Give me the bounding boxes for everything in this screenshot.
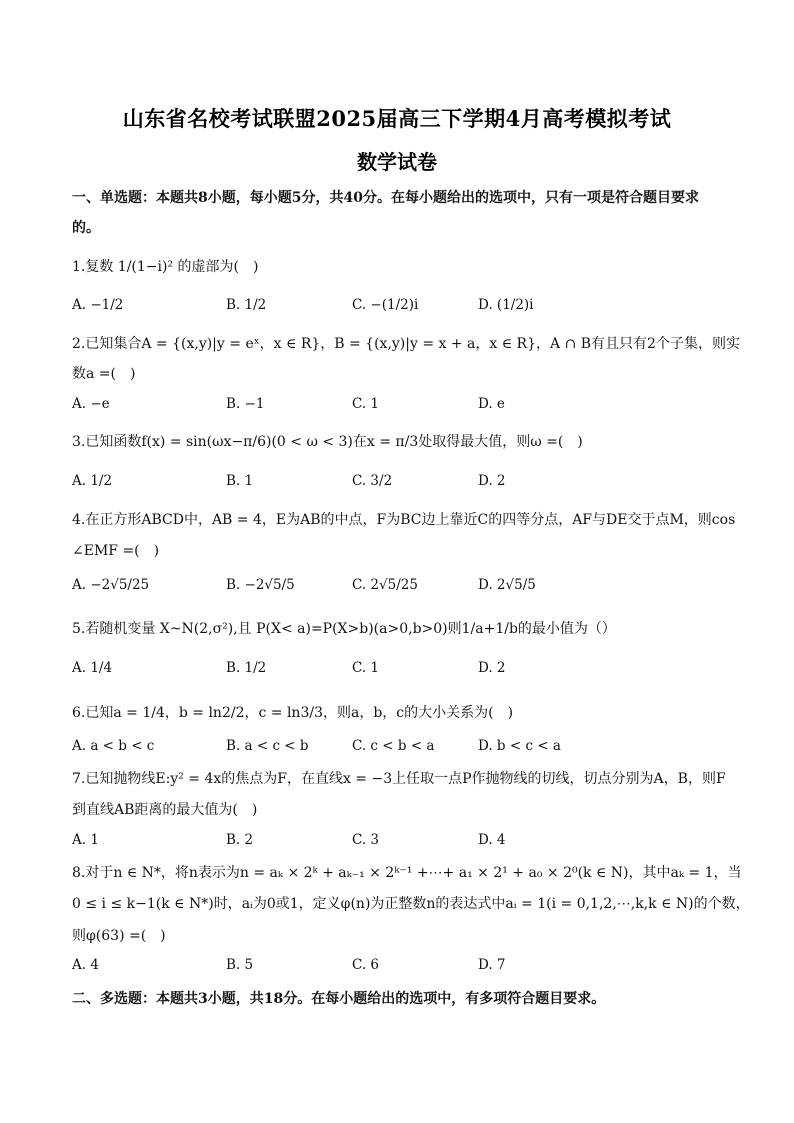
q1-option-d: D. (1/2)i bbox=[478, 297, 534, 313]
q3-option-a: A. 1/2 bbox=[72, 473, 113, 489]
q6-stem: 6.已知a = 1/4，b = ln2/2，c = ln3/3，则a，b，c的大小关系为( ) bbox=[72, 705, 514, 721]
q5-stem: 5.若随机变量 X~N(2,σ²),且 P(X< a)=P(X>b)(a>0,b>0)则1/a+1/b的最小值为（） bbox=[72, 621, 616, 637]
q3-options bbox=[72, 473, 722, 495]
q2-option-d: D. e bbox=[478, 396, 505, 412]
section2-header: 二、多选题：本题共3小题，共18分。在每小题给出的选项中，有多项符合题目要求。 bbox=[72, 991, 606, 1007]
q7-option-b: B. 2 bbox=[226, 832, 254, 848]
q2-stem-line1: 2.已知集合A = {(x,y)|y = eˣ，x ∈ R}，B = {(x,y)|y = x + a，x ∈ R}，A ∩ B有且只有2个子集，则实 bbox=[72, 336, 740, 352]
q4-option-b: B. −2√5/5 bbox=[226, 577, 295, 593]
q8-stem-line2: 0 ≤ i ≤ k−1(k ∈ N*)时，aᵢ为0或1，定义φ(n)为正整数n的表达式中aᵢ = 1(i = 0,1,2,⋯,k,k ∈ N)的个数， bbox=[72, 896, 750, 912]
q5-options bbox=[72, 660, 722, 682]
q6-option-d: D. b < c < a bbox=[478, 738, 561, 754]
q1-stem: 1.复数 1/(1−i)² 的虚部为( ) bbox=[72, 259, 259, 275]
q7-option-a: A. 1 bbox=[72, 832, 99, 848]
q6-options bbox=[72, 738, 722, 760]
q3-option-c: C. 3/2 bbox=[352, 473, 393, 489]
q1-option-c: C. −(1/2)i bbox=[352, 297, 419, 313]
q8-option-a: A. 4 bbox=[72, 957, 99, 973]
q6-option-a: A. a < b < c bbox=[72, 738, 155, 754]
q8-option-d: D. 7 bbox=[478, 957, 506, 973]
q6-option-b: B. a < c < b bbox=[226, 738, 309, 754]
q8-stem-line3: 则φ(63) =( ) bbox=[72, 928, 166, 944]
exam-subtitle: 数学试卷 bbox=[357, 150, 437, 174]
q4-option-a: A. −2√5/25 bbox=[72, 577, 150, 593]
q8-options bbox=[72, 957, 722, 979]
q5-option-b: B. 1/2 bbox=[226, 660, 267, 676]
q1-options bbox=[72, 297, 722, 319]
q8-stem-line1: 8.对于n ∈ N*，将n表示为n = aₖ × 2ᵏ + aₖ₋₁ × 2ᵏ⁻¹ +⋯+ a₁ × 2¹ + a₀ × 2⁰(k ∈ N)，其中aₖ = 1，当 bbox=[72, 865, 742, 881]
q4-stem-line1: 4.在正方形ABCD中，AB = 4，E为AB的中点，F为BC边上靠近C的四等分点，AF与DE交于点M，则cos bbox=[72, 512, 736, 528]
q7-option-d: D. 4 bbox=[478, 832, 506, 848]
q7-options bbox=[72, 832, 722, 854]
q4-stem-line2: ∠EMF =( ) bbox=[72, 543, 160, 559]
section1-header: 一、单选题：本题共8小题，每小题5分，共40分。在每小题给出的选项中，只有一项是符合题目要求 bbox=[72, 190, 699, 206]
q2-option-b: B. −1 bbox=[226, 396, 265, 412]
q8-option-b: B. 5 bbox=[226, 957, 254, 973]
q4-option-c: C. 2√5/25 bbox=[352, 577, 418, 593]
q7-option-c: C. 3 bbox=[352, 832, 380, 848]
q8-option-c: C. 6 bbox=[352, 957, 380, 973]
q1-option-b: B. 1/2 bbox=[226, 297, 267, 313]
q3-option-b: B. 1 bbox=[226, 473, 254, 489]
q2-option-a: A. −e bbox=[72, 396, 110, 412]
q7-stem-line1: 7.已知抛物线E:y² = 4x的焦点为F，在直线x = −3上任取一点P作抛物线的切线，切点分别为A，B，则F bbox=[72, 771, 726, 787]
q2-stem-line2: 数a =( ) bbox=[72, 366, 136, 382]
section1-header-cont: 的。 bbox=[72, 220, 100, 236]
exam-title: 山东省名校考试联盟2025届高三下学期4月高考模拟考试 bbox=[122, 106, 672, 131]
q3-stem: 3.已知函数f(x) = sin(ωx−π/6)(0 < ω < 3)在x = π/3处取得最大值，则ω =( ) bbox=[72, 434, 583, 450]
q1-option-a: A. −1/2 bbox=[72, 297, 124, 313]
q2-options bbox=[72, 396, 722, 418]
q3-option-d: D. 2 bbox=[478, 473, 506, 489]
q2-option-c: C. 1 bbox=[352, 396, 380, 412]
q4-options bbox=[72, 577, 722, 599]
q4-option-d: D. 2√5/5 bbox=[478, 577, 536, 593]
q7-stem-line2: 到直线AB距离的最大值为( ) bbox=[72, 802, 258, 818]
q6-option-c: C. c < b < a bbox=[352, 738, 435, 754]
q5-option-c: C. 1 bbox=[352, 660, 380, 676]
q5-option-d: D. 2 bbox=[478, 660, 506, 676]
q5-option-a: A. 1/4 bbox=[72, 660, 113, 676]
